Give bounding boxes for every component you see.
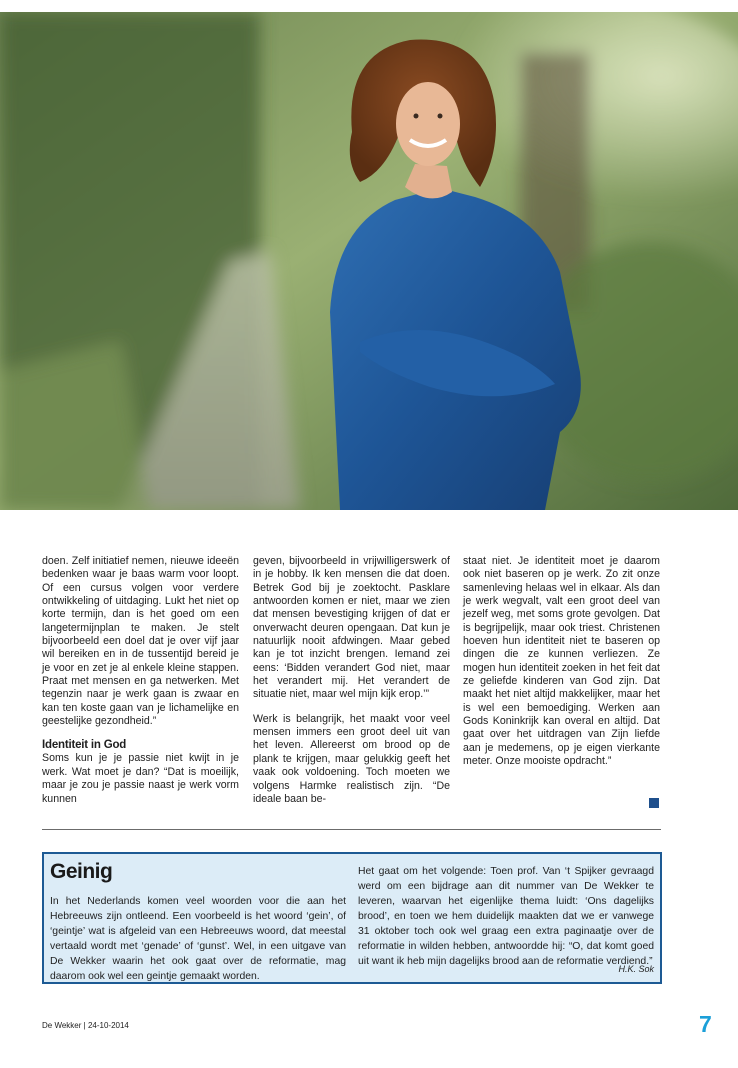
box-text-right: Het gaat om het volgende: Toen prof. Van ‘t Spijker gevraagd werd om een bijdrage aan dit nummer van De Wekker te leveren, waarvan het eigenlijke thema luidt: ‘Ons dagelijks brood’, en toen we hem duidelijk maakten dat we er vanwege 31 oktober toch ook wel graag een extra paginaatje over de reformatie in wilden hebben, antwoordde hij: “O, dat komt goed uit want ik heb mijn dagelijks brood aan de reformatie verdiend.”	[358, 866, 654, 967]
article-paragraph: doen. Zelf initiatief nemen, nieuwe ideeën bedenken waar je baas warm voor loopt. Of een cursus volgen voor verdere ontwikkeling of uitdaging. Lukt het niet op korte termijn, dan is het goed om een langetermijnplan te maken. Je stelt bijvoorbeeld een doel dat je over vijf jaar wil bereiken en in de tussentijd bereid je je voor en zet je al enkele kleine stappen. Praat met mensen en ga netwerken. Met tegenzin naar je werk gaan is zwaar en kan ten koste gaan van je lichamelijke en geestelijke gezondheid.”	[42, 555, 239, 728]
page-number: 7	[699, 1011, 712, 1037]
article-column-3	[463, 555, 660, 769]
box-title: Geinig	[50, 860, 113, 883]
box-author: H.K. Sok	[618, 964, 654, 974]
box-text-left: In het Nederlands komen veel woorden voor die aan het Hebreeuws zijn ontleend. Een voorbeeld is het woord ‘gein’, of ‘geintje’ wat is afgeleid van een Hebreeuws woord, dat meestal vertaald wordt met ‘genade’ of ‘gunst’. Wel, in een uitgave van De Wekker waarin het ook gaat over de reformatie, mag daarom ook wel een geintje gemaakt worden.	[50, 896, 346, 982]
section-subheading: Identiteit in God	[42, 739, 127, 752]
article-column-2	[253, 555, 450, 806]
article-end-mark	[649, 798, 659, 808]
article-paragraph: staat niet. Je identiteit moet je daarom ook niet baseren op je werk. Zo zit onze samenleving helaas wel in elkaar. Als dan je werk wegvalt, valt een groot deel van jezelf weg, met soms grote gevolgen. Dat is begrijpelijk, maar ook triest. Christenen hoeven hun identiteit niet te baseren op dingen die ze kunnen verliezen. Ze mogen hun identiteit zoeken in het feit dat ze geliefde kinderen van God zijn. Dat maakt het niet altijd makkelijker, maar het is wel een bemoediging. Werken aan Gods Koninkrijk kan overal en altijd. Dat gaat over het uitdragen van Zijn liefde aan je medemens, op je eigen vierkante meter. Onze mooiste opdracht.”	[463, 555, 660, 768]
article-paragraph: Werk is belangrijk, het maakt voor veel mensen immers een groot deel uit van het leven. Allereerst om brood op de plank te krijgen, maar gelukkig geeft het vaak ook voldoening. Toch moeten we volgens Harmke realistisch zijn. “De ideale baan be-	[253, 712, 450, 805]
section-divider	[42, 829, 661, 830]
publication-info: De Wekker | 24-10-2014	[42, 1021, 129, 1030]
article-paragraph: geven, bijvoorbeeld in vrijwilligerswerk of in je hobby. Ik ken mensen die dat doen. Betrek God bij je zoektocht. Pasklare antwoorden komen er niet, maar we zien dat mensen bevestiging krijgen of dat er onverwacht deuren opengaan. Dat kun je natuurlijk nooit afdwingen. Maar gebed kan je tot inzicht brengen. Iemand zei eens: ‘Bidden verandert God niet, maar het verandert mij. Het verandert de situatie niet, maar wel mijn kijk erop.’”	[253, 555, 450, 701]
portrait-photo	[0, 12, 738, 510]
article-column-1	[42, 555, 239, 806]
sidebar-box	[42, 852, 662, 984]
article-paragraph: Soms kun je je passie niet kwijt in je werk. Wat moet je dan? “Dat is moeilijk, maar je zou je passie naast je werk vorm kunnen	[42, 752, 239, 805]
